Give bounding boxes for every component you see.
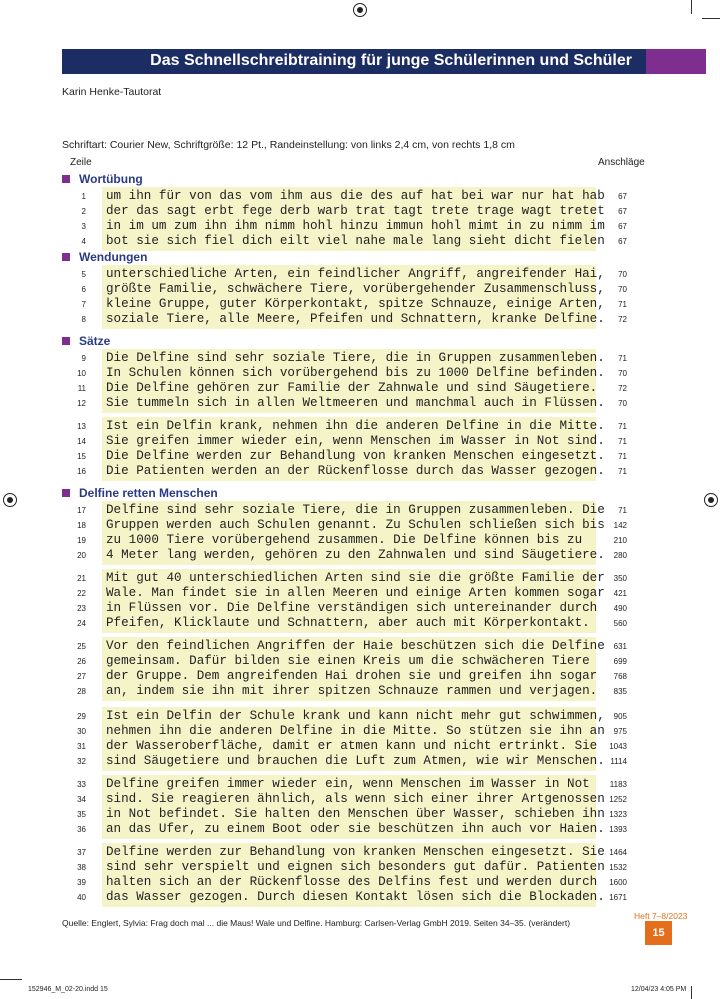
stroke-count: 71	[618, 437, 627, 446]
print-slug-date: 12/04/23 4:05 PM	[631, 986, 687, 993]
stroke-count: 1532	[609, 863, 627, 872]
exercise-line: Die Patienten werden an der Rückenflosse durch das Wasser gezogen.	[106, 464, 605, 478]
section-heading	[62, 172, 143, 186]
exercise-line: Sie tummeln sich in allen Weltmeeren und manchmal auch in Flüssen.	[106, 396, 605, 410]
stroke-count: 1043	[609, 742, 627, 751]
line-number: 18	[77, 521, 86, 530]
exercise-line: nehmen ihn die anderen Delfine in die Mitte. So stützen sie ihn an	[106, 724, 605, 738]
line-number: 39	[77, 878, 86, 887]
line-number: 4	[81, 237, 86, 246]
exercise-line: bot sie sich fiel dich eilt viel nahe male lang sieht dicht fielen	[106, 234, 605, 248]
page-number: 15	[645, 921, 672, 945]
line-number: 3	[81, 222, 86, 231]
exercise-line: unterschiedliche Arten, ein feindlicher Angriff, angreifender Hai,	[106, 267, 605, 281]
exercise-line: um ihn für von das vom ihm aus die des auf hat bei war nur hat hab	[106, 189, 605, 203]
stroke-count: 1252	[609, 795, 627, 804]
stroke-count: 71	[618, 506, 627, 515]
stroke-count: 70	[618, 369, 627, 378]
exercise-line: halten sich an der Rückenflosse des Delfins fest und werden durch	[106, 875, 598, 889]
stroke-count: 71	[618, 452, 627, 461]
section-heading-text: Delfine retten Menschen	[79, 486, 218, 500]
line-number: 11	[77, 384, 86, 393]
exercise-line: in im um zum ihn ihm nimm hohl hinzu immun hohl mimt in zu nimm im	[106, 219, 605, 233]
crop-mark	[702, 18, 720, 19]
line-number: 32	[77, 757, 86, 766]
stroke-count: 421	[613, 589, 627, 598]
exercise-line: in Not befindet. Sie halten den Menschen über Wasser, schieben ihn	[106, 807, 605, 821]
stroke-count: 67	[618, 207, 627, 216]
line-number: 2	[81, 207, 86, 216]
exercise-line: Die Delfine gehören zur Familie der Zahnwale und sind Säugetiere.	[106, 381, 598, 395]
line-number: 7	[81, 300, 86, 309]
section-heading-text: Sätze	[79, 334, 111, 348]
exercise-line: Pfeifen, Klicklaute und Schnattern, aber auch mit Körperkontakt.	[106, 616, 590, 630]
bullet-square-icon	[62, 337, 70, 345]
line-number: 38	[77, 863, 86, 872]
exercise-line: der das sagt erbt fege derb warb trat tagt trete trage wagt tretet	[106, 204, 605, 218]
print-slug-file: 152946_M_02-20.indd 15	[28, 986, 108, 993]
exercise-line: Delfine werden zur Behandlung von kranken Menschen eingesetzt. Sie	[106, 845, 605, 859]
exercise-line: zu 1000 Tiere vorübergehend zusammen. Die Delfine können bis zu	[106, 533, 583, 547]
exercise-line: Die Delfine sind sehr soziale Tiere, die in Gruppen zusammenleben.	[106, 351, 605, 365]
line-number: 30	[77, 727, 86, 736]
stroke-count: 210	[613, 536, 627, 545]
line-number: 10	[77, 369, 86, 378]
line-number: 40	[77, 893, 86, 902]
exercise-line: Sie greifen immer wieder ein, wenn Menschen im Wasser in Not sind.	[106, 434, 605, 448]
crop-mark	[691, 986, 692, 999]
stroke-count: 67	[618, 222, 627, 231]
line-number: 19	[77, 536, 86, 545]
line-number: 5	[81, 270, 86, 279]
author: Karin Henke-Tautorat	[62, 86, 162, 98]
exercise-line: Delfine greifen immer wieder ein, wenn Menschen im Wasser in Not	[106, 777, 590, 791]
stroke-count: 70	[618, 270, 627, 279]
exercise-line: Wale. Man findet sie in allen Meeren und einige Arten kommen sogar	[106, 586, 605, 600]
stroke-count: 905	[613, 712, 627, 721]
exercise-line: Ist ein Delfin krank, nehmen ihn die anderen Delfine in die Mitte.	[106, 419, 605, 433]
exercise-line: der Gruppe. Dem angreifenden Hai drohen sie und greifen ihn sogar	[106, 669, 598, 683]
stroke-count: 70	[618, 399, 627, 408]
stroke-count: 67	[618, 192, 627, 201]
stroke-count: 71	[618, 354, 627, 363]
line-number: 24	[77, 619, 86, 628]
stroke-count: 1464	[609, 848, 627, 857]
exercise-line: Delfine sind sehr soziale Tiere, die in Gruppen zusammenleben. Die	[106, 503, 605, 517]
line-number: 23	[77, 604, 86, 613]
exercise-line: soziale Tiere, alle Meere, Pfeifen und Schnattern, kranke Delfine.	[106, 312, 605, 326]
stroke-count: 490	[613, 604, 627, 613]
line-number: 16	[77, 467, 86, 476]
exercise-line: Gruppen werden auch Schulen genannt. Zu Schulen schließen sich bis	[106, 518, 605, 532]
exercise-line: größte Familie, schwächere Tiere, vorübergehender Zusammenschluss,	[106, 282, 605, 296]
exercise-line: an, indem sie ihn mit ihrer spitzen Schnauze rammen und verjagen.	[106, 684, 598, 698]
stroke-count: 1183	[609, 780, 627, 789]
stroke-count: 350	[613, 574, 627, 583]
issue-label: Heft 7–8/2023	[634, 911, 688, 921]
line-number: 1	[81, 192, 86, 201]
font-info: Schriftart: Courier New, Schriftgröße: 12 Pt., Randeinstellung: von links 2,4 cm, von rechts 1,8 cm	[62, 139, 515, 151]
stroke-count: 1114	[610, 757, 627, 766]
line-number: 21	[77, 574, 86, 583]
stroke-count: 1671	[609, 893, 627, 902]
line-number: 8	[81, 315, 86, 324]
line-number: 26	[77, 657, 86, 666]
crop-mark	[691, 0, 692, 14]
exercise-line: an das Ufer, zu einem Boot oder sie beschützen ihn auch vor Haien.	[106, 822, 605, 836]
column-header-line: Zeile	[70, 157, 92, 168]
title-accent	[646, 49, 706, 74]
stroke-count: 1323	[609, 810, 627, 819]
section-heading	[62, 334, 110, 348]
line-number: 27	[77, 672, 86, 681]
stroke-count: 72	[618, 315, 627, 324]
line-number: 12	[77, 399, 86, 408]
line-number: 20	[77, 551, 86, 560]
exercise-line: Mit gut 40 unterschiedlichen Arten sind sie die größte Familie der	[106, 571, 605, 585]
bullet-square-icon	[62, 175, 70, 183]
line-number: 37	[77, 848, 86, 857]
stroke-count: 71	[618, 422, 627, 431]
line-number: 6	[81, 285, 86, 294]
stroke-count: 70	[618, 285, 627, 294]
bullet-square-icon	[62, 253, 70, 261]
line-number: 34	[77, 795, 86, 804]
registration-mark-top	[353, 3, 367, 17]
exercise-line: Die Delfine werden zur Behandlung von kranken Menschen eingesetzt.	[106, 449, 605, 463]
section-heading-text: Wendungen	[79, 250, 148, 264]
section-heading	[62, 486, 218, 500]
line-number: 15	[77, 452, 86, 461]
line-number: 9	[81, 354, 86, 363]
source-citation: Quelle: Englert, Sylvia: Frag doch mal ... die Maus! Wale und Delfine. Hamburg: Carlsen-Verlag GmbH 2019. Seiten 34–35. (verändert)	[62, 918, 571, 928]
registration-mark-left	[3, 493, 17, 507]
line-number: 28	[77, 687, 86, 696]
stroke-count: 975	[613, 727, 627, 736]
page-title: Das Schnellschreibtraining für junge Schülerinnen und Schüler	[150, 52, 632, 69]
line-number: 29	[77, 712, 86, 721]
stroke-count: 280	[613, 551, 627, 560]
exercise-line: gemeinsam. Dafür bilden sie einen Kreis um die schwächeren Tiere	[106, 654, 590, 668]
stroke-count: 835	[613, 687, 627, 696]
exercise-line: der Wasseroberfläche, damit er atmen kann und nicht ertrinkt. Sie	[106, 739, 598, 753]
stroke-count: 699	[613, 657, 627, 666]
exercise-line: 4 Meter lang werden, gehören zu den Zahnwalen und sind Säugetiere.	[106, 548, 605, 562]
line-number: 25	[77, 642, 86, 651]
registration-mark-right	[704, 493, 718, 507]
exercise-line: sind Säugetiere und brauchen die Luft zum Atmen, wie wir Menschen.	[106, 754, 605, 768]
section-heading	[62, 250, 147, 264]
section-heading-text: Wortübung	[79, 172, 143, 186]
crop-mark	[0, 979, 22, 980]
stroke-count: 72	[618, 384, 627, 393]
line-number: 14	[77, 437, 86, 446]
stroke-count: 71	[618, 300, 627, 309]
stroke-count: 67	[618, 237, 627, 246]
column-header-strokes: Anschläge	[598, 157, 645, 168]
line-number: 33	[77, 780, 86, 789]
exercise-line: Vor den feindlichen Angriffen der Haie beschützen sich die Delfine	[106, 639, 605, 653]
line-number: 36	[77, 825, 86, 834]
title-bar	[62, 49, 646, 74]
line-number: 17	[77, 506, 86, 515]
exercise-line: sind sehr verspielt und eignen sich besonders gut dafür. Patienten	[106, 860, 605, 874]
line-number: 13	[77, 422, 86, 431]
stroke-count: 560	[613, 619, 627, 628]
line-number: 31	[77, 742, 86, 751]
bullet-square-icon	[62, 489, 70, 497]
stroke-count: 1393	[609, 825, 627, 834]
line-number: 35	[77, 810, 86, 819]
stroke-count: 142	[613, 521, 627, 530]
exercise-line: in Flüssen vor. Die Delfine verständigen sich untereinander durch	[106, 601, 598, 615]
line-number: 22	[77, 589, 86, 598]
exercise-line: In Schulen können sich vorübergehend bis zu 1000 Delfine befinden.	[106, 366, 605, 380]
stroke-count: 71	[618, 467, 627, 476]
stroke-count: 631	[613, 642, 627, 651]
stroke-count: 768	[613, 672, 627, 681]
exercise-line: Ist ein Delfin der Schule krank und kann nicht mehr gut schwimmen,	[106, 709, 605, 723]
stroke-count: 1600	[609, 878, 627, 887]
exercise-line: sind. Sie reagieren ähnlich, als wenn sich einer ihrer Artgenossen	[106, 792, 605, 806]
exercise-line: kleine Gruppe, guter Körperkontakt, spitze Schnauze, einige Arten,	[106, 297, 605, 311]
exercise-line: das Wasser gezogen. Durch diesen Kontakt lösen sich die Blockaden.	[106, 890, 605, 904]
